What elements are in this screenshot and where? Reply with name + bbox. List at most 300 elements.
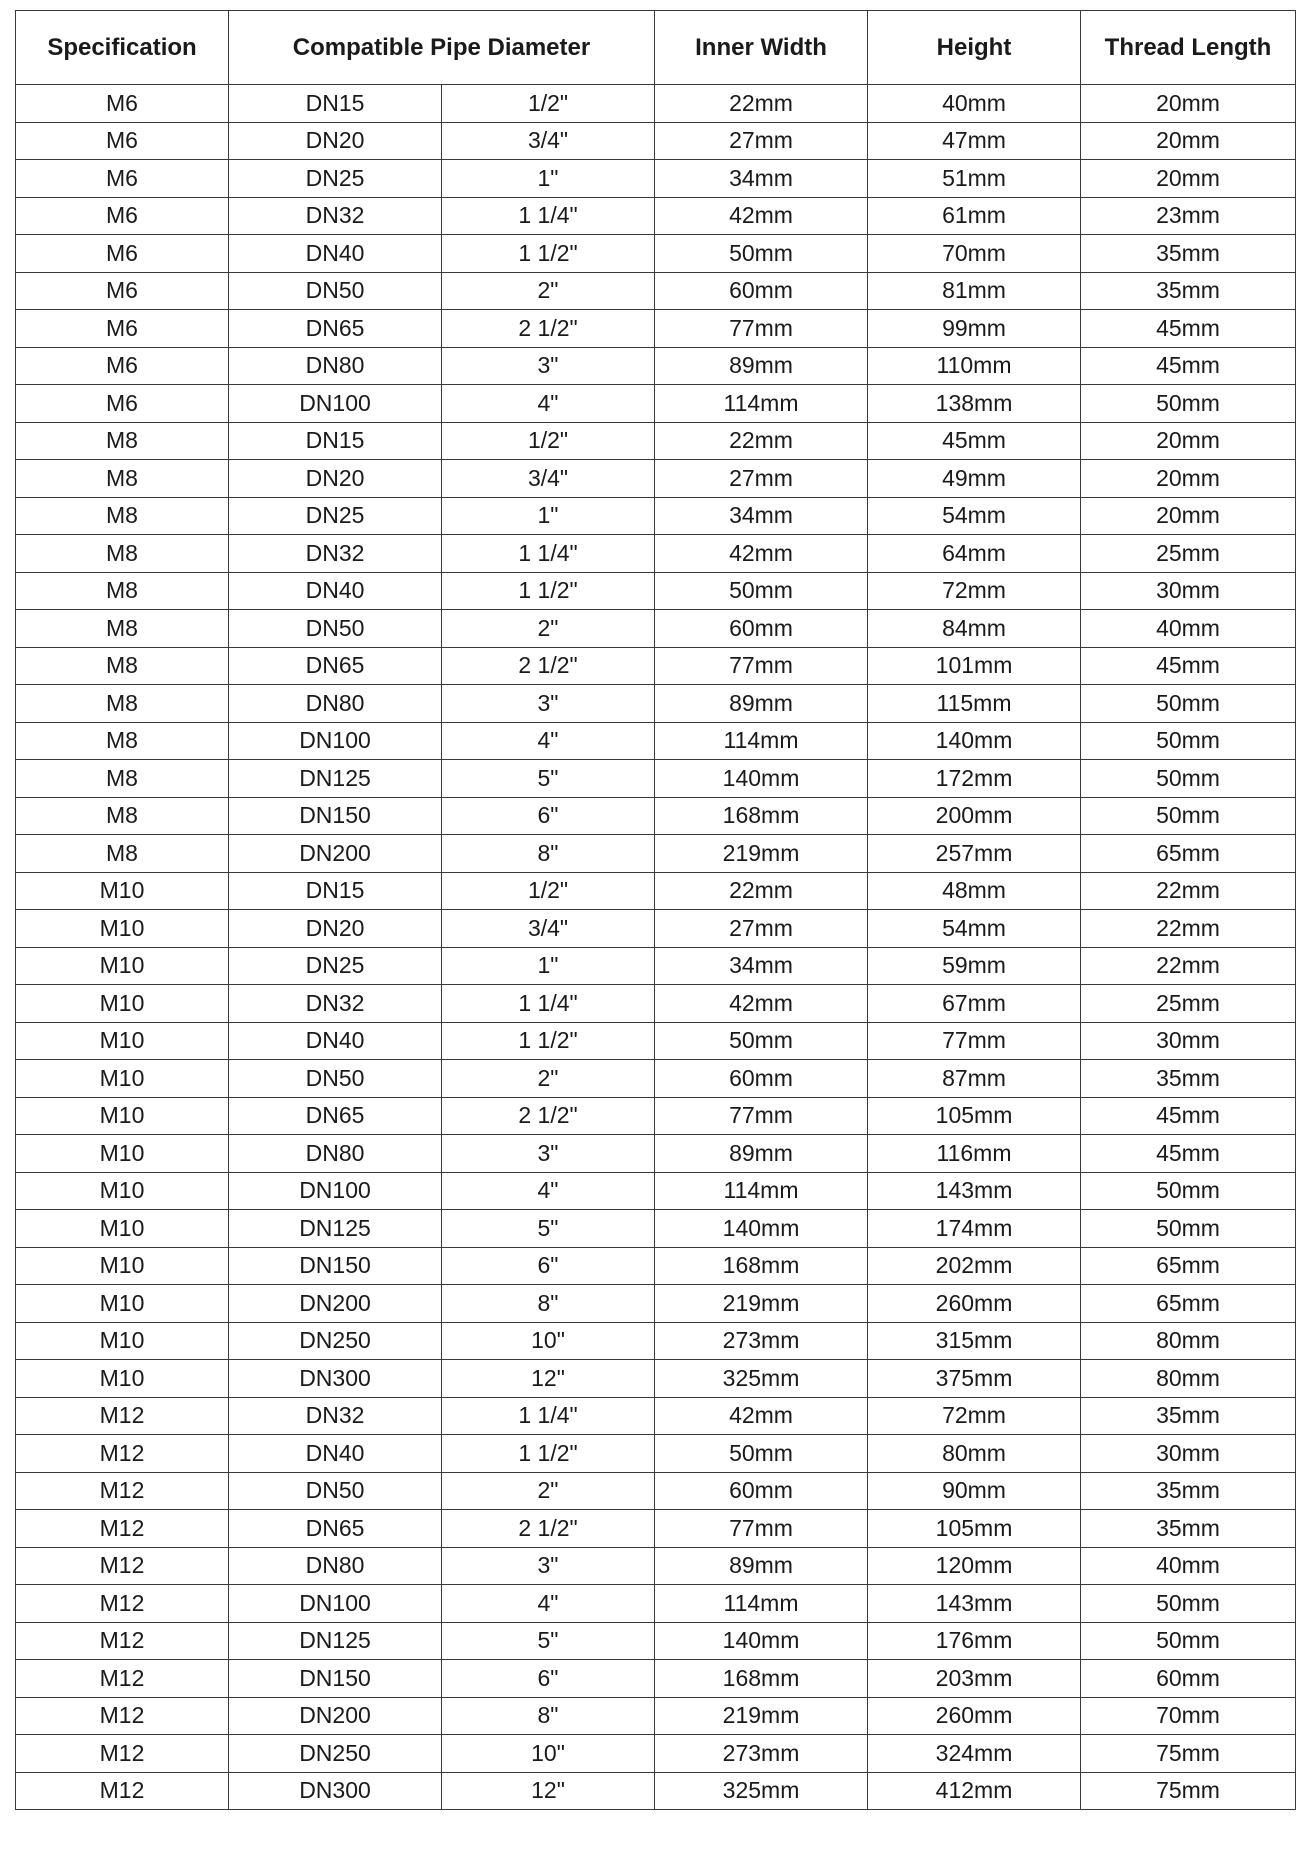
- cell-specification: M8: [16, 685, 229, 723]
- cell-height: 87mm: [868, 1060, 1081, 1098]
- table-row: [16, 572, 1296, 610]
- cell-specification: M10: [16, 1247, 229, 1285]
- cell-thread-length: 30mm: [1081, 1022, 1296, 1060]
- cell-inch-size: 3/4": [442, 460, 655, 498]
- cell-specification: M10: [16, 1135, 229, 1173]
- cell-dn-size: DN32: [229, 1397, 442, 1435]
- cell-inner-width: 219mm: [655, 1285, 868, 1323]
- cell-height: 61mm: [868, 197, 1081, 235]
- cell-inner-width: 89mm: [655, 1135, 868, 1173]
- cell-inch-size: 8": [442, 835, 655, 873]
- header-thread-length: Thread Length: [1081, 11, 1296, 85]
- cell-specification: M6: [16, 85, 229, 123]
- cell-thread-length: 65mm: [1081, 1247, 1296, 1285]
- cell-dn-size: DN100: [229, 722, 442, 760]
- cell-dn-size: DN100: [229, 1172, 442, 1210]
- cell-inner-width: 273mm: [655, 1735, 868, 1773]
- cell-inner-width: 168mm: [655, 1247, 868, 1285]
- cell-thread-length: 50mm: [1081, 722, 1296, 760]
- cell-height: 115mm: [868, 685, 1081, 723]
- cell-inner-width: 114mm: [655, 385, 868, 423]
- cell-dn-size: DN25: [229, 497, 442, 535]
- table-row: [16, 1660, 1296, 1698]
- cell-thread-length: 20mm: [1081, 422, 1296, 460]
- cell-inner-width: 114mm: [655, 1172, 868, 1210]
- cell-inner-width: 34mm: [655, 160, 868, 198]
- cell-inner-width: 60mm: [655, 272, 868, 310]
- cell-height: 77mm: [868, 1022, 1081, 1060]
- table-row: [16, 1060, 1296, 1098]
- table-row: [16, 1172, 1296, 1210]
- cell-dn-size: DN80: [229, 685, 442, 723]
- cell-dn-size: DN25: [229, 947, 442, 985]
- cell-inch-size: 1/2": [442, 872, 655, 910]
- cell-inch-size: 2": [442, 1472, 655, 1510]
- cell-inch-size: 6": [442, 1247, 655, 1285]
- cell-specification: M8: [16, 610, 229, 648]
- cell-specification: M8: [16, 647, 229, 685]
- cell-specification: M8: [16, 572, 229, 610]
- cell-thread-length: 35mm: [1081, 1510, 1296, 1548]
- cell-height: 143mm: [868, 1172, 1081, 1210]
- cell-specification: M10: [16, 1210, 229, 1248]
- cell-height: 412mm: [868, 1772, 1081, 1810]
- table-row: [16, 235, 1296, 273]
- cell-thread-length: 35mm: [1081, 235, 1296, 273]
- cell-thread-length: 20mm: [1081, 160, 1296, 198]
- cell-dn-size: DN125: [229, 1210, 442, 1248]
- cell-inner-width: 114mm: [655, 722, 868, 760]
- cell-specification: M10: [16, 1022, 229, 1060]
- cell-thread-length: 50mm: [1081, 760, 1296, 798]
- cell-dn-size: DN15: [229, 85, 442, 123]
- cell-height: 99mm: [868, 310, 1081, 348]
- cell-dn-size: DN40: [229, 1435, 442, 1473]
- cell-inch-size: 2 1/2": [442, 1097, 655, 1135]
- table-row: [16, 272, 1296, 310]
- cell-inner-width: 50mm: [655, 1022, 868, 1060]
- cell-inch-size: 3": [442, 1547, 655, 1585]
- cell-dn-size: DN40: [229, 1022, 442, 1060]
- table-row: [16, 385, 1296, 423]
- cell-dn-size: DN32: [229, 197, 442, 235]
- table-row: [16, 1735, 1296, 1773]
- cell-dn-size: DN20: [229, 460, 442, 498]
- cell-height: 105mm: [868, 1510, 1081, 1548]
- cell-inch-size: 6": [442, 1660, 655, 1698]
- cell-height: 59mm: [868, 947, 1081, 985]
- cell-thread-length: 50mm: [1081, 1622, 1296, 1660]
- cell-thread-length: 20mm: [1081, 497, 1296, 535]
- cell-height: 174mm: [868, 1210, 1081, 1248]
- cell-inch-size: 8": [442, 1285, 655, 1323]
- cell-thread-length: 50mm: [1081, 797, 1296, 835]
- cell-height: 49mm: [868, 460, 1081, 498]
- cell-dn-size: DN300: [229, 1360, 442, 1398]
- table-row: [16, 985, 1296, 1023]
- cell-inner-width: 34mm: [655, 947, 868, 985]
- cell-dn-size: DN200: [229, 1285, 442, 1323]
- cell-specification: M6: [16, 272, 229, 310]
- cell-inch-size: 1/2": [442, 422, 655, 460]
- cell-specification: M10: [16, 1097, 229, 1135]
- table-row: [16, 310, 1296, 348]
- cell-dn-size: DN150: [229, 1247, 442, 1285]
- cell-inner-width: 219mm: [655, 1697, 868, 1735]
- cell-thread-length: 40mm: [1081, 610, 1296, 648]
- cell-thread-length: 20mm: [1081, 85, 1296, 123]
- cell-inner-width: 60mm: [655, 1472, 868, 1510]
- cell-inner-width: 114mm: [655, 1585, 868, 1623]
- cell-inner-width: 89mm: [655, 1547, 868, 1585]
- cell-dn-size: DN125: [229, 760, 442, 798]
- cell-dn-size: DN80: [229, 1547, 442, 1585]
- cell-height: 101mm: [868, 647, 1081, 685]
- cell-inch-size: 1 1/4": [442, 985, 655, 1023]
- cell-inch-size: 1 1/2": [442, 1022, 655, 1060]
- cell-inner-width: 325mm: [655, 1360, 868, 1398]
- table-row: [16, 1247, 1296, 1285]
- cell-specification: M6: [16, 347, 229, 385]
- cell-thread-length: 65mm: [1081, 1285, 1296, 1323]
- cell-thread-length: 50mm: [1081, 385, 1296, 423]
- cell-height: 260mm: [868, 1697, 1081, 1735]
- table-row: [16, 797, 1296, 835]
- cell-inner-width: 42mm: [655, 197, 868, 235]
- cell-specification: M12: [16, 1510, 229, 1548]
- table-row: [16, 1210, 1296, 1248]
- cell-thread-length: 45mm: [1081, 647, 1296, 685]
- cell-inch-size: 3": [442, 347, 655, 385]
- cell-inner-width: 27mm: [655, 122, 868, 160]
- cell-inner-width: 22mm: [655, 872, 868, 910]
- cell-thread-length: 65mm: [1081, 835, 1296, 873]
- cell-specification: M6: [16, 160, 229, 198]
- table-row: [16, 422, 1296, 460]
- cell-height: 64mm: [868, 535, 1081, 573]
- cell-specification: M8: [16, 797, 229, 835]
- cell-inch-size: 1 1/4": [442, 1397, 655, 1435]
- cell-thread-length: 45mm: [1081, 1097, 1296, 1135]
- cell-specification: M6: [16, 197, 229, 235]
- cell-specification: M12: [16, 1772, 229, 1810]
- cell-height: 200mm: [868, 797, 1081, 835]
- cell-height: 257mm: [868, 835, 1081, 873]
- cell-thread-length: 50mm: [1081, 1585, 1296, 1623]
- cell-inch-size: 2": [442, 1060, 655, 1098]
- cell-inch-size: 8": [442, 1697, 655, 1735]
- cell-dn-size: DN200: [229, 835, 442, 873]
- cell-inner-width: 168mm: [655, 1660, 868, 1698]
- table-row: [16, 647, 1296, 685]
- cell-height: 48mm: [868, 872, 1081, 910]
- table-row: [16, 1022, 1296, 1060]
- table-row: [16, 610, 1296, 648]
- table-row: [16, 1772, 1296, 1810]
- cell-height: 138mm: [868, 385, 1081, 423]
- cell-inch-size: 3": [442, 685, 655, 723]
- cell-inner-width: 77mm: [655, 647, 868, 685]
- table-row: [16, 1097, 1296, 1135]
- cell-inner-width: 273mm: [655, 1322, 868, 1360]
- cell-specification: M10: [16, 947, 229, 985]
- cell-height: 72mm: [868, 1397, 1081, 1435]
- cell-specification: M6: [16, 235, 229, 273]
- table-row: [16, 85, 1296, 123]
- table-row: [16, 1547, 1296, 1585]
- cell-specification: M10: [16, 1360, 229, 1398]
- cell-specification: M12: [16, 1397, 229, 1435]
- table-row: [16, 685, 1296, 723]
- cell-inch-size: 3/4": [442, 910, 655, 948]
- cell-inner-width: 22mm: [655, 422, 868, 460]
- cell-inch-size: 1 1/2": [442, 572, 655, 610]
- cell-specification: M10: [16, 1060, 229, 1098]
- table-row: [16, 947, 1296, 985]
- cell-inner-width: 27mm: [655, 910, 868, 948]
- cell-dn-size: DN150: [229, 797, 442, 835]
- cell-dn-size: DN100: [229, 385, 442, 423]
- cell-thread-length: 40mm: [1081, 1547, 1296, 1585]
- cell-inch-size: 1 1/2": [442, 1435, 655, 1473]
- cell-inner-width: 219mm: [655, 835, 868, 873]
- table-header: [16, 11, 1296, 85]
- table-row: [16, 1622, 1296, 1660]
- cell-inner-width: 60mm: [655, 1060, 868, 1098]
- table-row: [16, 760, 1296, 798]
- cell-inner-width: 50mm: [655, 235, 868, 273]
- cell-specification: M8: [16, 460, 229, 498]
- cell-inch-size: 2 1/2": [442, 310, 655, 348]
- cell-height: 324mm: [868, 1735, 1081, 1773]
- cell-thread-length: 22mm: [1081, 947, 1296, 985]
- cell-inner-width: 140mm: [655, 1210, 868, 1248]
- table-row: [16, 872, 1296, 910]
- cell-dn-size: DN15: [229, 872, 442, 910]
- cell-inch-size: 1/2": [442, 85, 655, 123]
- cell-height: 172mm: [868, 760, 1081, 798]
- cell-inner-width: 27mm: [655, 460, 868, 498]
- table-row: [16, 1510, 1296, 1548]
- cell-inner-width: 140mm: [655, 760, 868, 798]
- table-row: [16, 1435, 1296, 1473]
- cell-inner-width: 77mm: [655, 1510, 868, 1548]
- cell-inner-width: 50mm: [655, 1435, 868, 1473]
- cell-thread-length: 20mm: [1081, 122, 1296, 160]
- cell-dn-size: DN80: [229, 1135, 442, 1173]
- cell-inch-size: 3": [442, 1135, 655, 1173]
- cell-specification: M10: [16, 872, 229, 910]
- cell-thread-length: 50mm: [1081, 1172, 1296, 1210]
- cell-height: 143mm: [868, 1585, 1081, 1623]
- cell-dn-size: DN250: [229, 1735, 442, 1773]
- cell-dn-size: DN32: [229, 535, 442, 573]
- cell-dn-size: DN15: [229, 422, 442, 460]
- cell-height: 110mm: [868, 347, 1081, 385]
- cell-specification: M12: [16, 1735, 229, 1773]
- cell-inch-size: 2 1/2": [442, 647, 655, 685]
- cell-height: 202mm: [868, 1247, 1081, 1285]
- table-row: [16, 1360, 1296, 1398]
- cell-thread-length: 35mm: [1081, 1060, 1296, 1098]
- table-row: [16, 910, 1296, 948]
- cell-height: 72mm: [868, 572, 1081, 610]
- cell-specification: M12: [16, 1472, 229, 1510]
- header-compatible-pipe-diameter: Compatible Pipe Diameter: [229, 11, 655, 85]
- cell-specification: M8: [16, 497, 229, 535]
- cell-dn-size: DN20: [229, 122, 442, 160]
- cell-height: 40mm: [868, 85, 1081, 123]
- cell-thread-length: 70mm: [1081, 1697, 1296, 1735]
- cell-height: 80mm: [868, 1435, 1081, 1473]
- cell-dn-size: DN40: [229, 235, 442, 273]
- cell-height: 120mm: [868, 1547, 1081, 1585]
- cell-thread-length: 80mm: [1081, 1360, 1296, 1398]
- cell-dn-size: DN100: [229, 1585, 442, 1623]
- cell-thread-length: 60mm: [1081, 1660, 1296, 1698]
- cell-specification: M10: [16, 1322, 229, 1360]
- cell-dn-size: DN150: [229, 1660, 442, 1698]
- table-row: [16, 460, 1296, 498]
- cell-dn-size: DN80: [229, 347, 442, 385]
- cell-specification: M10: [16, 1172, 229, 1210]
- cell-thread-length: 22mm: [1081, 872, 1296, 910]
- table-row: [16, 1697, 1296, 1735]
- cell-specification: M6: [16, 385, 229, 423]
- table-row: [16, 160, 1296, 198]
- cell-inch-size: 1": [442, 160, 655, 198]
- cell-thread-length: 45mm: [1081, 1135, 1296, 1173]
- cell-inch-size: 2 1/2": [442, 1510, 655, 1548]
- header-height: Height: [868, 11, 1081, 85]
- cell-specification: M8: [16, 835, 229, 873]
- cell-specification: M6: [16, 122, 229, 160]
- cell-inner-width: 77mm: [655, 1097, 868, 1135]
- table-row: [16, 1397, 1296, 1435]
- cell-specification: M6: [16, 310, 229, 348]
- cell-height: 176mm: [868, 1622, 1081, 1660]
- cell-specification: M8: [16, 760, 229, 798]
- cell-thread-length: 35mm: [1081, 272, 1296, 310]
- cell-height: 67mm: [868, 985, 1081, 1023]
- cell-specification: M12: [16, 1622, 229, 1660]
- cell-thread-length: 22mm: [1081, 910, 1296, 948]
- cell-height: 116mm: [868, 1135, 1081, 1173]
- cell-thread-length: 75mm: [1081, 1735, 1296, 1773]
- cell-inch-size: 4": [442, 385, 655, 423]
- cell-inch-size: 5": [442, 760, 655, 798]
- cell-inch-size: 5": [442, 1622, 655, 1660]
- cell-thread-length: 35mm: [1081, 1472, 1296, 1510]
- cell-specification: M10: [16, 985, 229, 1023]
- cell-height: 203mm: [868, 1660, 1081, 1698]
- cell-thread-length: 25mm: [1081, 985, 1296, 1023]
- cell-specification: M10: [16, 910, 229, 948]
- cell-inch-size: 10": [442, 1322, 655, 1360]
- cell-thread-length: 35mm: [1081, 1397, 1296, 1435]
- cell-dn-size: DN20: [229, 910, 442, 948]
- cell-inch-size: 10": [442, 1735, 655, 1773]
- cell-dn-size: DN65: [229, 1097, 442, 1135]
- cell-height: 84mm: [868, 610, 1081, 648]
- cell-height: 375mm: [868, 1360, 1081, 1398]
- cell-dn-size: DN50: [229, 1472, 442, 1510]
- cell-dn-size: DN50: [229, 272, 442, 310]
- cell-dn-size: DN125: [229, 1622, 442, 1660]
- table-row: [16, 1322, 1296, 1360]
- cell-inch-size: 2": [442, 610, 655, 648]
- cell-thread-length: 30mm: [1081, 1435, 1296, 1473]
- cell-inch-size: 12": [442, 1360, 655, 1398]
- table-row: [16, 197, 1296, 235]
- cell-specification: M12: [16, 1547, 229, 1585]
- cell-height: 70mm: [868, 235, 1081, 273]
- spec-table: [15, 10, 1296, 1810]
- cell-height: 47mm: [868, 122, 1081, 160]
- cell-specification: M12: [16, 1660, 229, 1698]
- table-row: [16, 835, 1296, 873]
- cell-thread-length: 45mm: [1081, 310, 1296, 348]
- cell-inner-width: 42mm: [655, 535, 868, 573]
- cell-dn-size: DN65: [229, 310, 442, 348]
- cell-inner-width: 325mm: [655, 1772, 868, 1810]
- cell-specification: M12: [16, 1697, 229, 1735]
- cell-dn-size: DN50: [229, 610, 442, 648]
- cell-height: 105mm: [868, 1097, 1081, 1135]
- cell-dn-size: DN250: [229, 1322, 442, 1360]
- cell-inner-width: 60mm: [655, 610, 868, 648]
- cell-inch-size: 2": [442, 272, 655, 310]
- cell-inner-width: 22mm: [655, 85, 868, 123]
- cell-dn-size: DN200: [229, 1697, 442, 1735]
- cell-inch-size: 4": [442, 722, 655, 760]
- cell-thread-length: 50mm: [1081, 685, 1296, 723]
- cell-dn-size: DN65: [229, 1510, 442, 1548]
- cell-height: 54mm: [868, 497, 1081, 535]
- cell-inch-size: 4": [442, 1172, 655, 1210]
- table-row: [16, 1585, 1296, 1623]
- cell-height: 315mm: [868, 1322, 1081, 1360]
- cell-height: 54mm: [868, 910, 1081, 948]
- header-row: [16, 11, 1296, 85]
- cell-dn-size: DN40: [229, 572, 442, 610]
- cell-height: 260mm: [868, 1285, 1081, 1323]
- cell-inch-size: 6": [442, 797, 655, 835]
- cell-dn-size: DN65: [229, 647, 442, 685]
- cell-thread-length: 25mm: [1081, 535, 1296, 573]
- cell-height: 45mm: [868, 422, 1081, 460]
- cell-thread-length: 80mm: [1081, 1322, 1296, 1360]
- cell-dn-size: DN25: [229, 160, 442, 198]
- cell-inch-size: 1": [442, 947, 655, 985]
- cell-inch-size: 1 1/2": [442, 235, 655, 273]
- cell-inner-width: 50mm: [655, 572, 868, 610]
- table-row: [16, 497, 1296, 535]
- cell-height: 51mm: [868, 160, 1081, 198]
- cell-specification: M8: [16, 535, 229, 573]
- cell-inner-width: 77mm: [655, 310, 868, 348]
- cell-inner-width: 42mm: [655, 985, 868, 1023]
- table-row: [16, 535, 1296, 573]
- header-specification: Specification: [16, 11, 229, 85]
- cell-inch-size: 1": [442, 497, 655, 535]
- cell-inch-size: 5": [442, 1210, 655, 1248]
- cell-inner-width: 168mm: [655, 797, 868, 835]
- cell-thread-length: 20mm: [1081, 460, 1296, 498]
- table-body: [16, 85, 1296, 1810]
- header-inner-width: Inner Width: [655, 11, 868, 85]
- cell-thread-length: 75mm: [1081, 1772, 1296, 1810]
